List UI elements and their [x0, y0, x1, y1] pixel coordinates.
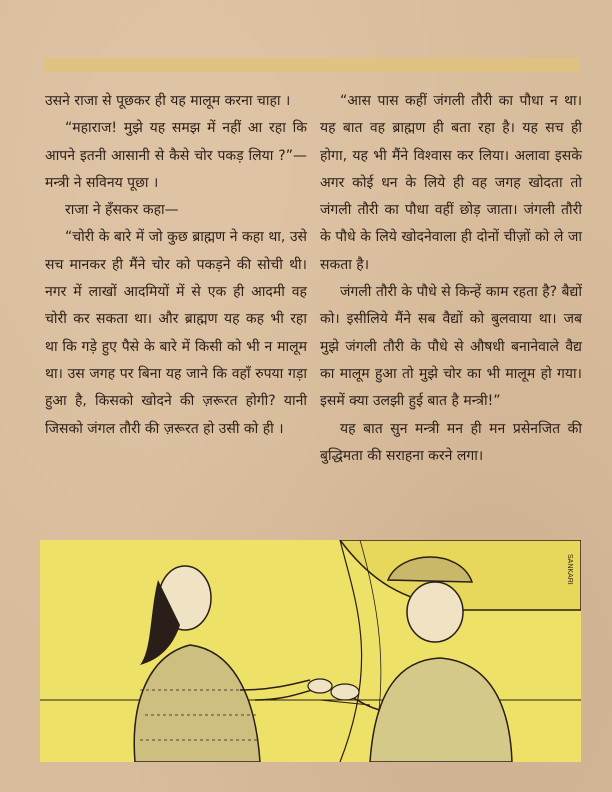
illustration-drawing [40, 540, 581, 762]
artist-signature: SANKARI [566, 554, 573, 585]
paragraph: यह बात सुन मन्त्री मन ही मन प्रसेनजित की बुद्धिमता की सराहना करने लगा। [320, 420, 582, 464]
story-illustration [40, 540, 581, 762]
king-figure [134, 566, 332, 762]
left-text-column [45, 88, 307, 443]
right-text-column [320, 88, 582, 470]
paragraph: “आस पास कहीं जंगली तौरी का पौधा न था। यह बात वह ब्राह्मण ही बता रहा है। यह सच ही होगा, यह भी मैंने विश्वास कर लिया। अलावा इसके अगर कोई धन के लिये ही वह जगह खोदता तो जंगली तौरी का पौधा वहीं छोड़ जाता। जंगली तौरी के पौधे के लिये खोदनेवाला ही दोनों चीज़ों को ले जा सकता है। [320, 93, 582, 273]
paragraph: जंगली तौरी के पौधे से किन्हें काम रहता है? बैद्यों को। इसीलिये मैंने सब वैद्यों को बुलवाया था। जब मुझे जंगली तौरी के पौधे से औषधी बनानेवाले वैद्य का मालूम हुआ तो मुझे चोर का भी मालूम हो गया। इसमें क्या उलझी हुई बात है मन्त्री!” [320, 284, 582, 410]
paragraph: राजा ने हँसकर कहा— [65, 202, 179, 219]
paragraph: “चोरी के बारे में जो कुछ ब्राह्मण ने कहा था, उसे सच मानकर ही मैंने चोर को पकड़ने की सोची थी। नगर में लाखों आदमियों में से एक ही आदमी वह चोरी कर सकता था। और ब्राह्मण यह कह भी रहा था कि गड़े हुए पैसे के बारे में किसी को भी न मालूम था। उस जगह पर बिना यह जाने कि वहाँ रुपया गड़ा हुआ है, किसको खोदने की ज़रूरत होगी? यानी जिसको जंगल तौरी की ज़रूरत हो उसी को ही । [45, 229, 307, 437]
decorative-top-band [44, 58, 580, 72]
paragraph: “महाराज! मुझे यह समझ में नहीं आ रहा कि आपने इतनी आसानी से कैसे चोर पकड़ लिया ?”—मन्त्री ने सविनय पूछा । [45, 120, 307, 191]
paragraph: उसने राजा से पूछकर ही यह मालूम करना चाहा । [45, 93, 291, 109]
